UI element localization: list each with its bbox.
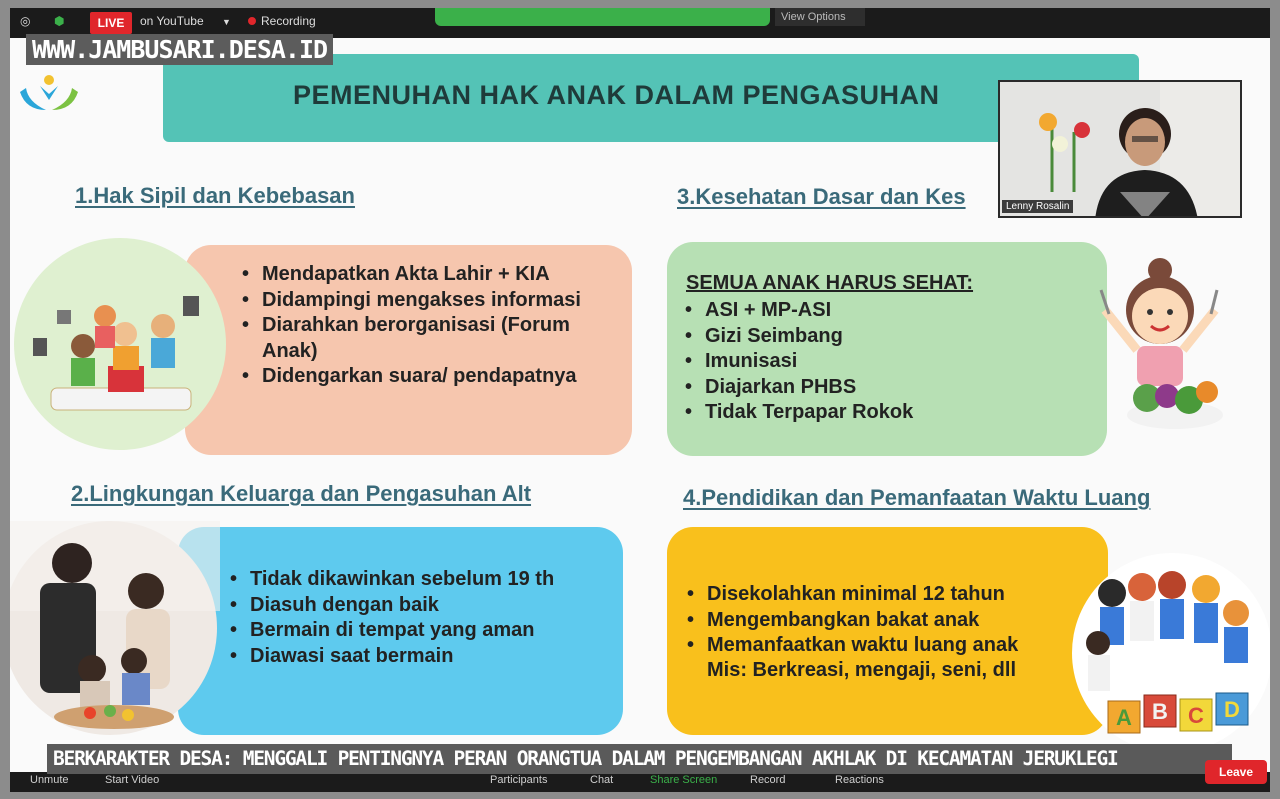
svg-text:B: B [1152,699,1168,724]
list-item: • Imunisasi [683,349,913,375]
list-item: • Didengarkan suara/ pendapatnya [240,364,610,390]
start-video-button[interactable]: Start Video [105,774,160,786]
unmute-button[interactable]: Unmute [30,774,69,786]
recording-label: Recording [261,14,316,28]
panel-health [667,242,1107,456]
view-options-button[interactable]: View Options [775,8,865,26]
record-button[interactable]: Record [750,774,786,786]
chevron-down-icon[interactable]: ▼ [222,17,231,27]
section-heading-4: 4.Pendidikan dan Pemanfaatan Waktu Luang [683,485,1151,510]
share-screen-button[interactable]: Share Screen [650,774,718,786]
reactions-button[interactable]: Reactions [835,774,884,786]
shield-icon[interactable]: ⬢ [54,14,65,28]
schoolchildren-illustration [1072,553,1270,753]
participant-video-tile[interactable] [998,80,1242,218]
list-item: • Memanfaatkan waktu luang anak [685,633,1018,659]
health-list [683,298,913,426]
panel-education [667,527,1108,735]
list-item: • Gizi Seimbang [683,324,913,350]
chat-button[interactable]: Chat [590,774,614,786]
panel-civil-rights [185,245,632,455]
list-item: • Bermain di tempat yang aman [228,618,554,644]
participant-name-label: Lenny Rosalin [1002,200,1073,213]
kids-reading-illustration [13,238,228,450]
site-watermark: WWW.JAMBUSARI.DESA.ID [26,34,333,65]
list-item: • Tidak Terpapar Rokok [683,400,913,426]
panel-family-environment [178,527,623,735]
list-item: • Mendapatkan Akta Lahir + KIA [240,262,610,288]
family-cooking-photo [10,521,220,735]
healthy-child-illustration [1065,250,1235,440]
section-heading-3: 3.Kesehatan Dasar dan Kes [677,184,966,209]
participant-video [1000,82,1242,218]
svg-text:A: A [1116,705,1132,730]
grid-icon[interactable]: ◎ [20,14,31,28]
list-item: • Diasuh dengan baik [228,593,554,619]
health-lead-text: SEMUA ANAK HARUS SEHAT: [686,272,974,294]
svg-text:C: C [1188,703,1204,728]
list-item: • Tidak dikawinkan sebelum 19 th [228,567,554,593]
article-caption-banner: BERKARAKTER DESA: MENGGALI PENTINGNYA PERAN ORANGTUA DALAM PENGEMBANGAN AKHLAK DI KECAMATAN JERUKLEGI [47,744,1232,774]
list-item: • Diajarkan PHBS [683,375,913,401]
section-heading-2: 2.Lingkungan Keluarga dan Pengasuhan Alt [71,481,532,506]
slide-title: PEMENUHAN HAK ANAK DALAM PENGASUHAN [293,80,940,110]
zoom-bottom-toolbar [10,772,1270,792]
screen-share-banner[interactable] [435,8,770,26]
leave-button[interactable]: Leave [1205,760,1267,784]
education-note: Mis: Berkreasi, mengaji, seni, dll [707,659,1017,681]
live-badge[interactable]: LIVE [90,12,132,34]
live-platform-label[interactable]: on YouTube [140,14,204,28]
recording-indicator[interactable] [248,14,316,28]
list-item: • ASI + MP-ASI [683,298,913,324]
svg-text:D: D [1224,697,1240,722]
family-list [228,567,554,669]
section-heading-1: 1.Hak Sipil dan Kebebasan [75,183,355,208]
participants-button[interactable]: Participants [490,774,548,786]
education-list [685,582,1018,659]
record-dot-icon [248,17,256,25]
list-item: • Mengembangkan bakat anak [685,608,1018,634]
list-item: • Didampingi mengakses informasi [240,288,610,314]
civil-rights-list [240,262,610,390]
list-item: • Disekolahkan minimal 12 tahun [685,582,1018,608]
list-item: • Diawasi saat bermain [228,644,554,670]
list-item: • Diarahkan berorganisasi (Forum Anak) [240,313,610,364]
logo-icon [16,72,82,112]
